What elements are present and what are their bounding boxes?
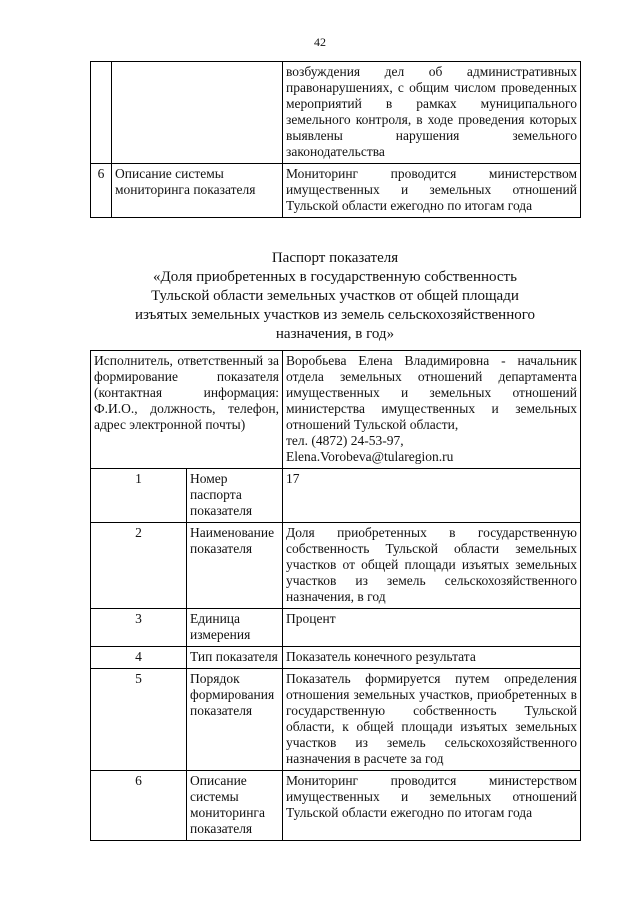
row-value: Мониторинг проводится министерством имущественных и земельных отношений Тульской области ежегодно по итогам года (283, 164, 581, 218)
row-label: Номер паспорта показателя (187, 469, 283, 523)
row-label: Наименование показателя (187, 523, 283, 609)
table-row (91, 62, 581, 164)
executor-phone: тел. (4872) 24-53-97, (286, 433, 404, 448)
table-row (91, 469, 581, 523)
row-value: Показатель формируется путем определения отношения земельных участков, приобретенных в государственную собственность Тульской области, к общей площади изъятых земельных участков из земель сельскохозяйственного назначения в расчете за год (283, 669, 581, 771)
row-label: Тип показателя (187, 647, 283, 669)
row-value: Процент (283, 609, 581, 647)
table-row (91, 609, 581, 647)
executor-name: Воробьева Елена Владимировна - начальник отдела земельных отношений департамента имущественных и земельных отношений министерства имущественных и земельных отношений Тульской области, (286, 353, 577, 432)
executor-email: Elena.Vorobeva@tularegion.ru (286, 449, 454, 464)
row-value: Мониторинг проводится министерством имущественных и земельных отношений Тульской области ежегодно по итогам года (283, 771, 581, 841)
row-value: 17 (283, 469, 581, 523)
row-number (91, 62, 112, 164)
executor-label: Исполнитель, ответственный за формирование показателя (контактная информация: Ф.И.О., должность, телефон, адрес электронной почты) (91, 351, 283, 469)
table-row (91, 647, 581, 669)
row-label: Описание системы мониторинга показателя (112, 164, 283, 218)
passport-title-line: «Доля приобретенных в государственную собственность (153, 269, 517, 285)
table-row (91, 523, 581, 609)
row-value: Доля приобретенных в государственную собственность Тульской области земельных участков от общей площади изъятых земельных участков из земель сельскохозяйственного назначения, в год (283, 523, 581, 609)
executor-value (283, 351, 581, 469)
row-number: 6 (91, 164, 112, 218)
row-number: 2 (91, 523, 187, 609)
row-number: 3 (91, 609, 187, 647)
passport-title-line: изъятых земельных участков из земель сельскохозяйственного (134, 307, 536, 323)
continued-table (90, 61, 581, 218)
row-value: возбуждения дел об административных правонарушениях, с общим числом проведенных мероприятий в рамках муниципального земельного контроля, в ходе проведения которых выявлены нарушения земельного законодательства (283, 62, 581, 164)
row-label: Порядок формирования показателя (187, 669, 283, 771)
row-label: Единица измерения (187, 609, 283, 647)
table-row (91, 669, 581, 771)
passport-title-line: Тульской области земельных участков от общей площади (151, 288, 519, 304)
passport-table (90, 350, 581, 841)
page-number: 42 (314, 35, 326, 49)
passport-title-line: назначения, в год» (275, 326, 395, 342)
row-number: 1 (91, 469, 187, 523)
table-row (91, 164, 581, 218)
row-number: 5 (91, 669, 187, 771)
passport-title (100, 249, 570, 344)
passport-heading: Паспорт показателя (271, 250, 399, 266)
row-value: Показатель конечного результата (283, 647, 581, 669)
row-label (112, 62, 283, 164)
table-row (91, 771, 581, 841)
row-number: 6 (91, 771, 187, 841)
table-row-executor (91, 351, 581, 469)
row-label: Описание системы мониторинга показателя (187, 771, 283, 841)
row-number: 4 (91, 647, 187, 669)
